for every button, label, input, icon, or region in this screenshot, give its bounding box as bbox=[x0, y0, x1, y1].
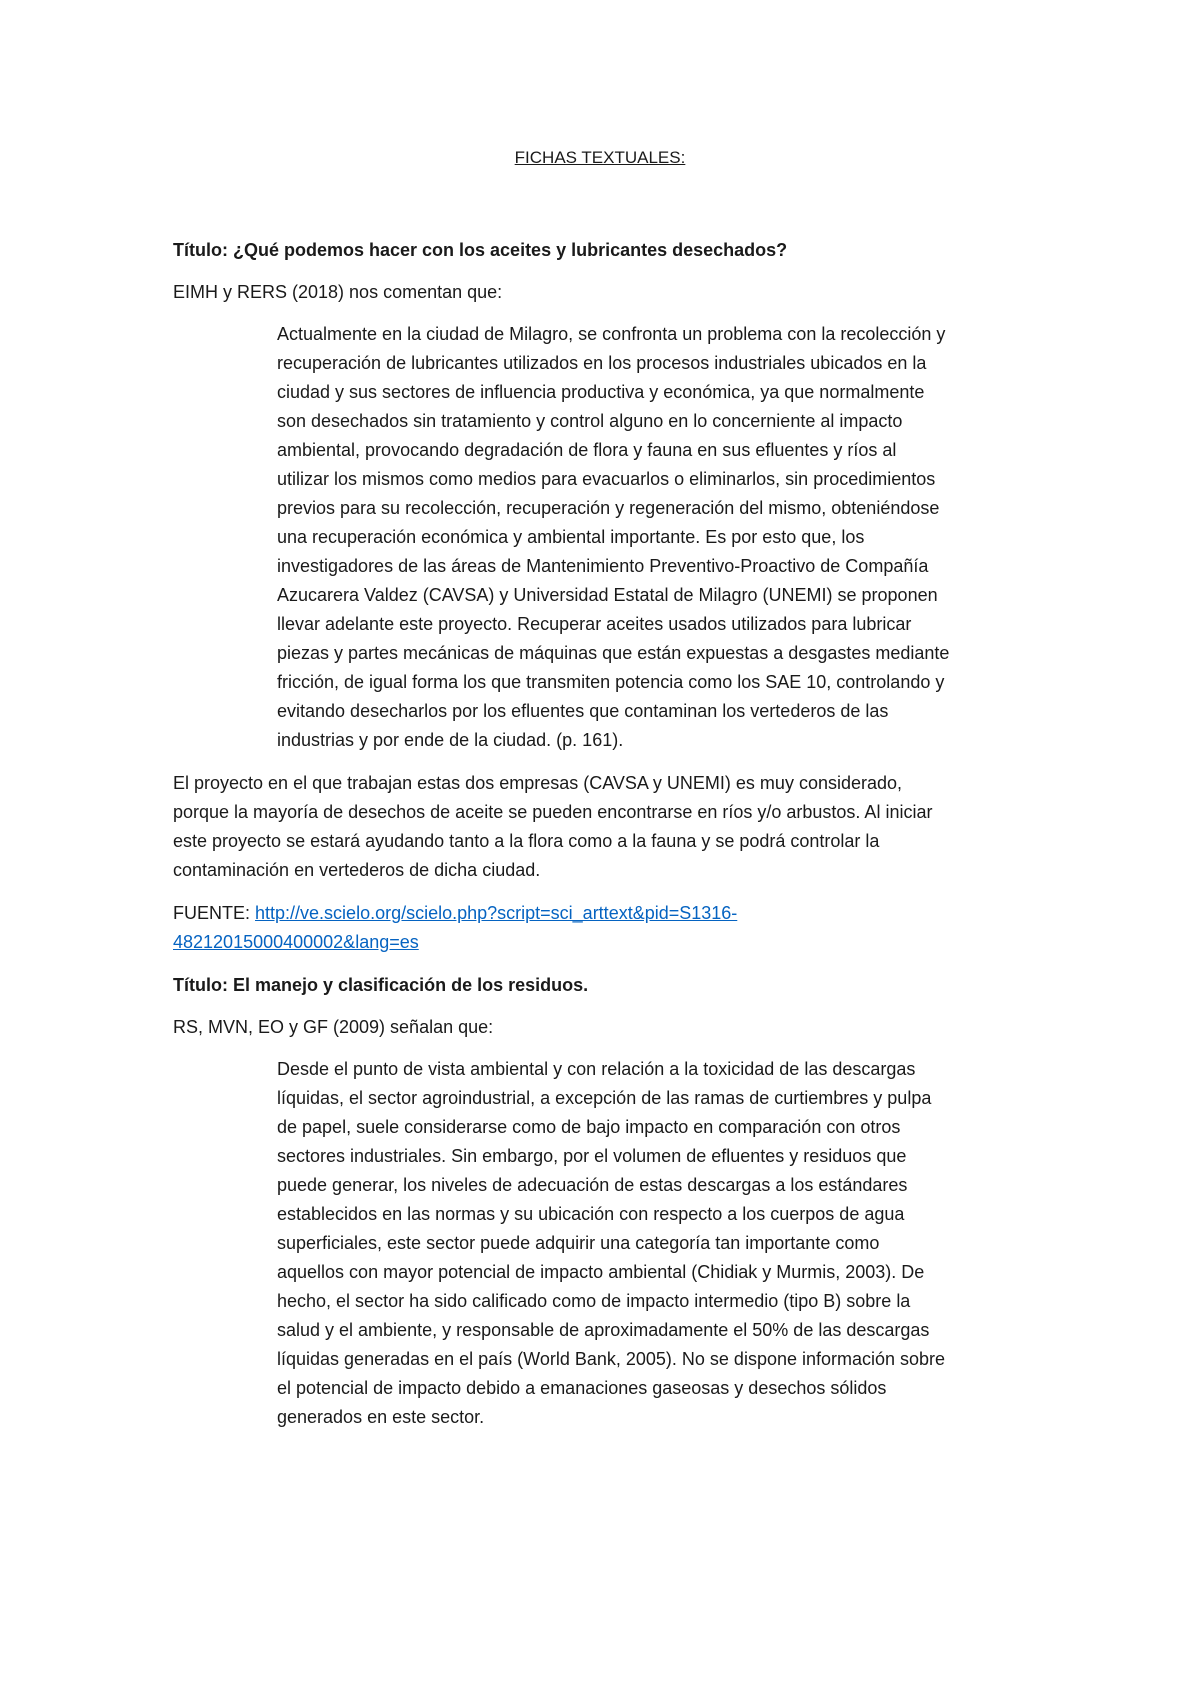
ficha-2-quote bbox=[173, 1055, 1053, 1432]
comment-line: este proyecto se estará ayudando tanto a la flora como a la fauna y se podrá controlar la bbox=[173, 831, 880, 851]
quote-line: Desde el punto de vista ambiental y con relación a la toxicidad de las descargas bbox=[277, 1059, 916, 1079]
ficha-1-source bbox=[173, 899, 1053, 957]
quote-line: utilizar los mismos como medios para evacuarlos o eliminarlos, sin procedimientos bbox=[277, 469, 936, 489]
page-title: FICHAS TEXTUALES: bbox=[514, 148, 686, 167]
ficha-2-intro: RS, MVN, EO y GF (2009) señalan que: bbox=[173, 1017, 494, 1037]
quote-line: de papel, suele considerarse como de bajo impacto en comparación con otros bbox=[277, 1117, 901, 1137]
quote-line: una recuperación económica y ambiental importante. Es por esto que, los bbox=[277, 527, 865, 547]
quote-line: sectores industriales. Sin embargo, por el volumen de efluentes y residuos que bbox=[277, 1146, 907, 1166]
quote-line: aquellos con mayor potencial de impacto ambiental (Chidiak y Murmis, 2003). De bbox=[277, 1262, 925, 1282]
source-line bbox=[173, 928, 1053, 957]
quote-line: previos para su recolección, recuperación y regeneración del mismo, obteniéndose bbox=[277, 498, 940, 518]
quote-line: investigadores de las áreas de Mantenimiento Preventivo-Proactivo de Compañía bbox=[277, 556, 929, 576]
source-link[interactable]: http://ve.scielo.org/scielo.php?script=sci_arttext&pid=S1316- bbox=[255, 903, 738, 923]
quote-line: puede generar, los niveles de adecuación de estas descargas a los estándares bbox=[277, 1175, 908, 1195]
quote-line: superficiales, este sector puede adquirir una categoría tan importante como bbox=[277, 1233, 880, 1253]
ficha-1-comment bbox=[173, 769, 1053, 885]
quote-line: piezas y partes mecánicas de máquinas que están expuestas a desgastes mediante bbox=[277, 643, 950, 663]
source-label: FUENTE: bbox=[173, 903, 256, 923]
quote-line: ciudad y sus sectores de influencia productiva y económica, ya que normalmente bbox=[277, 382, 925, 402]
quote-line: Actualmente en la ciudad de Milagro, se confronta un problema con la recolección y bbox=[277, 324, 946, 344]
ficha-1-intro: EIMH y RERS (2018) nos comentan que: bbox=[173, 282, 503, 302]
ficha-2-title: Título: El manejo y clasificación de los residuos. bbox=[173, 975, 589, 995]
quote-line: generados en este sector. bbox=[277, 1407, 485, 1427]
comment-line: El proyecto en el que trabajan estas dos empresas (CAVSA y UNEMI) es muy considerado, bbox=[173, 773, 903, 793]
ficha-1-quote bbox=[173, 320, 1053, 755]
quote-line: industrias y por ende de la ciudad. (p. 161). bbox=[277, 730, 624, 750]
comment-line: porque la mayoría de desechos de aceite se pueden encontrarse en ríos y/o arbustos. Al iniciar bbox=[173, 802, 933, 822]
ficha-1-title: Título: ¿Qué podemos hacer con los aceites y lubricantes desechados? bbox=[173, 240, 788, 260]
quote-line: son desechados sin tratamiento y control alguno en lo concerniente al impacto bbox=[277, 411, 903, 431]
source-line bbox=[173, 899, 1053, 928]
quote-line: hecho, el sector ha sido calificado como de impacto intermedio (tipo B) sobre la bbox=[277, 1291, 911, 1311]
comment-line: contaminación en vertederos de dicha ciudad. bbox=[173, 860, 541, 880]
quote-line: salud y el ambiente, y responsable de aproximadamente el 50% de las descargas bbox=[277, 1320, 930, 1340]
quote-line: establecidos en las normas y su ubicación con respecto a los cuerpos de agua bbox=[277, 1204, 905, 1224]
quote-line: llevar adelante este proyecto. Recuperar aceites usados utilizados para lubricar bbox=[277, 614, 912, 634]
quote-line: Azucarera Valdez (CAVSA) y Universidad Estatal de Milagro (UNEMI) se proponen bbox=[277, 585, 938, 605]
quote-line: líquidas, el sector agroindustrial, a excepción de las ramas de curtiembres y pulpa bbox=[277, 1088, 932, 1108]
document-body bbox=[173, 236, 1053, 1432]
quote-line: recuperación de lubricantes utilizados en los procesos industriales ubicados en la bbox=[277, 353, 927, 373]
quote-line: fricción, de igual forma los que transmiten potencia como los SAE 10, controlando y bbox=[277, 672, 945, 692]
source-link-continued[interactable]: 48212015000400002&lang=es bbox=[173, 932, 419, 952]
quote-line: el potencial de impacto debido a emanaciones gaseosas y desechos sólidos bbox=[277, 1378, 887, 1398]
quote-line: líquidas generadas en el país (World Bank, 2005). No se dispone información sobre bbox=[277, 1349, 946, 1369]
quote-line: ambiental, provocando degradación de flora y fauna en sus efluentes y ríos al bbox=[277, 440, 897, 460]
quote-line: evitando desecharlos por los efluentes que contaminan los vertederos de las bbox=[277, 701, 889, 721]
